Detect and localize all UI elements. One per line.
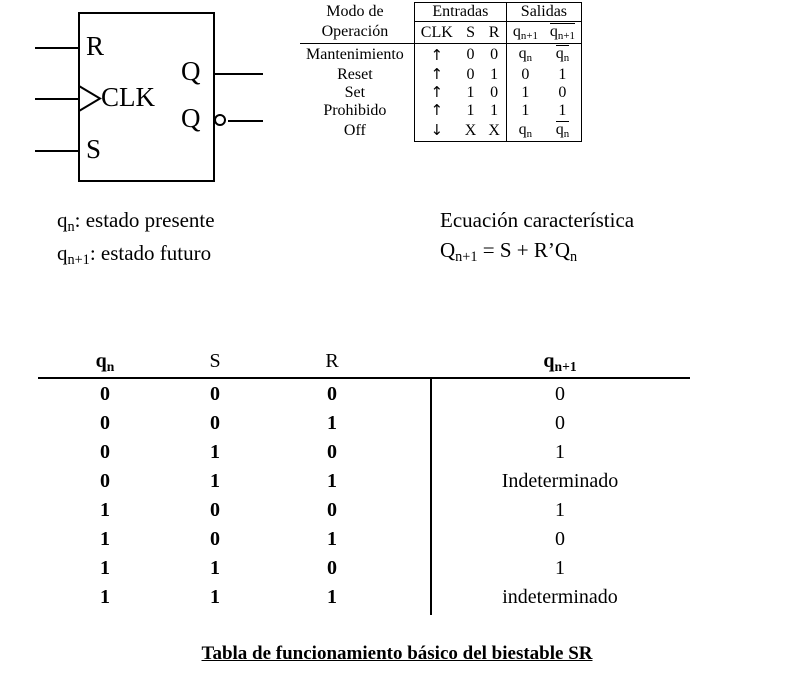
input-wire-r: [35, 47, 80, 49]
mode-cell-s: 1: [466, 83, 475, 101]
cell-s: 0: [210, 499, 220, 521]
cell-s: 0: [210, 383, 220, 405]
legend-qn1-text: : estado futuro: [89, 240, 212, 265]
cell-qn: 1: [100, 586, 110, 608]
mode-cell-name: Reset: [337, 65, 373, 83]
mode-cell-qbar-next: [544, 120, 582, 142]
q-next-sub: n: [526, 52, 533, 65]
pin-label-clk: CLK: [101, 82, 155, 112]
mode-table-row: [300, 66, 581, 84]
mode-cell-q-next: 1: [521, 101, 530, 119]
sr-flip-flop-diagram: [0, 0, 300, 200]
th-r: R: [325, 350, 339, 372]
mode-of-operation-table: [300, 2, 582, 142]
characteristic-equation-formula: [440, 235, 634, 268]
sr-truth-table: [0, 348, 794, 613]
mode-cell-q-next: 0: [521, 65, 530, 83]
table-row: [0, 526, 794, 555]
mode-cell-clk: ↑: [414, 102, 459, 120]
legend-qn1-sym: q: [57, 240, 68, 265]
truth-table-top-rule: [38, 377, 690, 379]
mode-cell-name: Mantenimiento: [306, 46, 404, 64]
col-header-qbar-next: [544, 22, 582, 44]
qbar-next-overline: [556, 121, 569, 140]
qbar-next-sub: n: [563, 52, 570, 65]
cell-s: 0: [210, 528, 220, 550]
col-header-clk: CLK: [414, 22, 459, 44]
cell-s: 1: [210, 441, 220, 463]
cell-qn1: indeterminado: [502, 586, 618, 608]
cell-r: 0: [327, 499, 337, 521]
cell-s: 1: [210, 557, 220, 579]
cell-qn: 0: [100, 441, 110, 463]
col-header-q-next-sub: n+1: [520, 29, 538, 42]
mode-cell-s: 0: [466, 46, 475, 64]
figure-caption: Tabla de funcionamiento básico del biestable SR: [201, 643, 593, 664]
inversion-bubble-icon: [214, 114, 226, 126]
table-row: [0, 381, 794, 410]
col-header-s: S: [459, 22, 483, 44]
cell-r: 1: [327, 586, 337, 608]
legend-qn1-sub: n+1: [67, 251, 90, 268]
th-qn-sym: q: [95, 350, 107, 372]
cell-qn1: 0: [555, 528, 565, 550]
input-wire-s: [35, 150, 80, 152]
eq-rhs-sub: n: [570, 249, 578, 266]
legend-future-state: [57, 238, 215, 271]
table-row: [0, 497, 794, 526]
mode-cell-q-next: [506, 44, 544, 66]
pin-label-qbar: Q: [181, 103, 201, 133]
q-next-sub: n: [526, 127, 533, 140]
cell-r: 0: [327, 441, 337, 463]
mode-cell-name: Prohibido: [323, 101, 387, 119]
table-row: [0, 584, 794, 613]
qbar-next-overline: [556, 45, 569, 64]
group-header-entradas: Entradas: [414, 3, 506, 22]
th-qn: [96, 348, 115, 380]
cell-r: 0: [327, 383, 337, 405]
pin-label-s: S: [86, 134, 102, 164]
cell-s: 0: [210, 412, 220, 434]
eq-lhs-sub: n+1: [455, 249, 478, 266]
cell-qn: 1: [100, 528, 110, 550]
mode-table-column-header-row: [300, 22, 581, 44]
state-legend: [57, 205, 215, 270]
mode-table-row: [300, 84, 581, 102]
mode-cell-clk: ↑: [414, 84, 459, 102]
mode-cell-clk: ↑: [414, 44, 459, 66]
cell-qn: 0: [100, 470, 110, 492]
th-qn1-sym: q: [543, 350, 555, 372]
col-header-q-next-sym: q: [512, 22, 521, 40]
cell-qn1: 0: [555, 383, 565, 405]
mode-cell-name: Off: [343, 121, 366, 139]
table-row: [0, 410, 794, 439]
cell-qn1: 1: [555, 441, 565, 463]
group-header-salidas: Salidas: [506, 3, 581, 22]
col-header-qbar-next-sym: q: [549, 23, 558, 40]
th-qn1-sub: n+1: [554, 358, 577, 374]
cell-qn1: 1: [555, 499, 565, 521]
cell-r: 0: [327, 557, 337, 579]
mode-header-line2: Operación: [300, 22, 414, 44]
input-wire-clk: [35, 98, 80, 100]
mode-cell-clk: ↑: [414, 66, 459, 84]
mode-cell-q-next: 1: [521, 83, 530, 101]
q-next-sym: q: [518, 120, 527, 138]
th-qn1: [543, 348, 576, 380]
mode-cell-qbar-next: 1: [544, 66, 582, 84]
cell-qn: 0: [100, 412, 110, 434]
mode-table-row: [300, 120, 581, 142]
cell-r: 1: [327, 470, 337, 492]
mode-table-row: [300, 44, 581, 66]
th-s: S: [209, 350, 221, 372]
output-wire-q: [215, 73, 263, 75]
mode-cell-s: X: [459, 120, 483, 142]
table-row: [0, 439, 794, 468]
qbar-next-sym: q: [555, 120, 564, 138]
mode-cell-r: 0: [482, 44, 506, 66]
mode-cell-r: X: [482, 120, 506, 142]
mode-cell-r: 1: [482, 66, 506, 84]
mode-cell-r: 0: [482, 84, 506, 102]
truth-table-header-row: [0, 348, 794, 377]
cell-s: 1: [210, 586, 220, 608]
table-row: [0, 555, 794, 584]
mode-cell-qbar-next: 0: [544, 84, 582, 102]
qbar-next-sub: n: [563, 127, 570, 140]
mode-header-line1: Modo de: [326, 3, 384, 20]
cell-qn: 1: [100, 499, 110, 521]
mode-cell-clk: ↓: [414, 120, 459, 142]
mode-cell-r: 1: [482, 102, 506, 120]
eq-lhs-sym: Q: [440, 238, 456, 263]
characteristic-equation-block: [440, 205, 634, 268]
mode-cell-s: 1: [466, 101, 475, 119]
col-header-r: R: [482, 22, 506, 44]
pin-label-r: R: [86, 31, 105, 61]
legend-q-sym: q: [57, 208, 68, 232]
table-row: [0, 468, 794, 497]
cell-qn1: Indeterminado: [501, 470, 619, 492]
q-next-sym: q: [518, 45, 527, 63]
mode-cell-qbar-next: [544, 44, 582, 66]
pin-label-q: Q: [181, 56, 201, 86]
th-qn-sub: n: [106, 358, 115, 374]
cell-s: 1: [210, 470, 220, 492]
qbar-next-sym: q: [555, 45, 564, 63]
cell-qn: 1: [100, 557, 110, 579]
mode-cell-q-next: [506, 120, 544, 142]
col-header-qbar-next-overline: [550, 23, 575, 42]
col-header-qbar-next-sub: n+1: [557, 30, 575, 43]
mode-cell-name: Set: [344, 83, 366, 101]
mode-table-row: [300, 102, 581, 120]
clock-triangle-icon: [78, 85, 102, 112]
mode-table-group-header-row: [300, 3, 581, 22]
cell-qn1: 0: [555, 412, 565, 434]
characteristic-equation-title: Ecuación característica: [440, 208, 635, 232]
legend-q-sub: n: [67, 218, 75, 235]
cell-r: 1: [327, 412, 337, 434]
cell-qn: 0: [100, 383, 110, 405]
legend-q-text: : estado presente: [74, 208, 215, 232]
cell-r: 1: [327, 528, 337, 550]
col-header-q-next: [506, 22, 544, 44]
mode-table-container: [300, 2, 770, 142]
output-wire-qbar: [228, 120, 263, 122]
cell-qn1: 1: [555, 557, 565, 579]
mode-cell-s: 0: [466, 65, 475, 83]
mode-cell-qbar-next: 1: [544, 102, 582, 120]
eq-rhs: = S + R’Q: [477, 238, 571, 263]
legend-present-state: [57, 205, 215, 238]
